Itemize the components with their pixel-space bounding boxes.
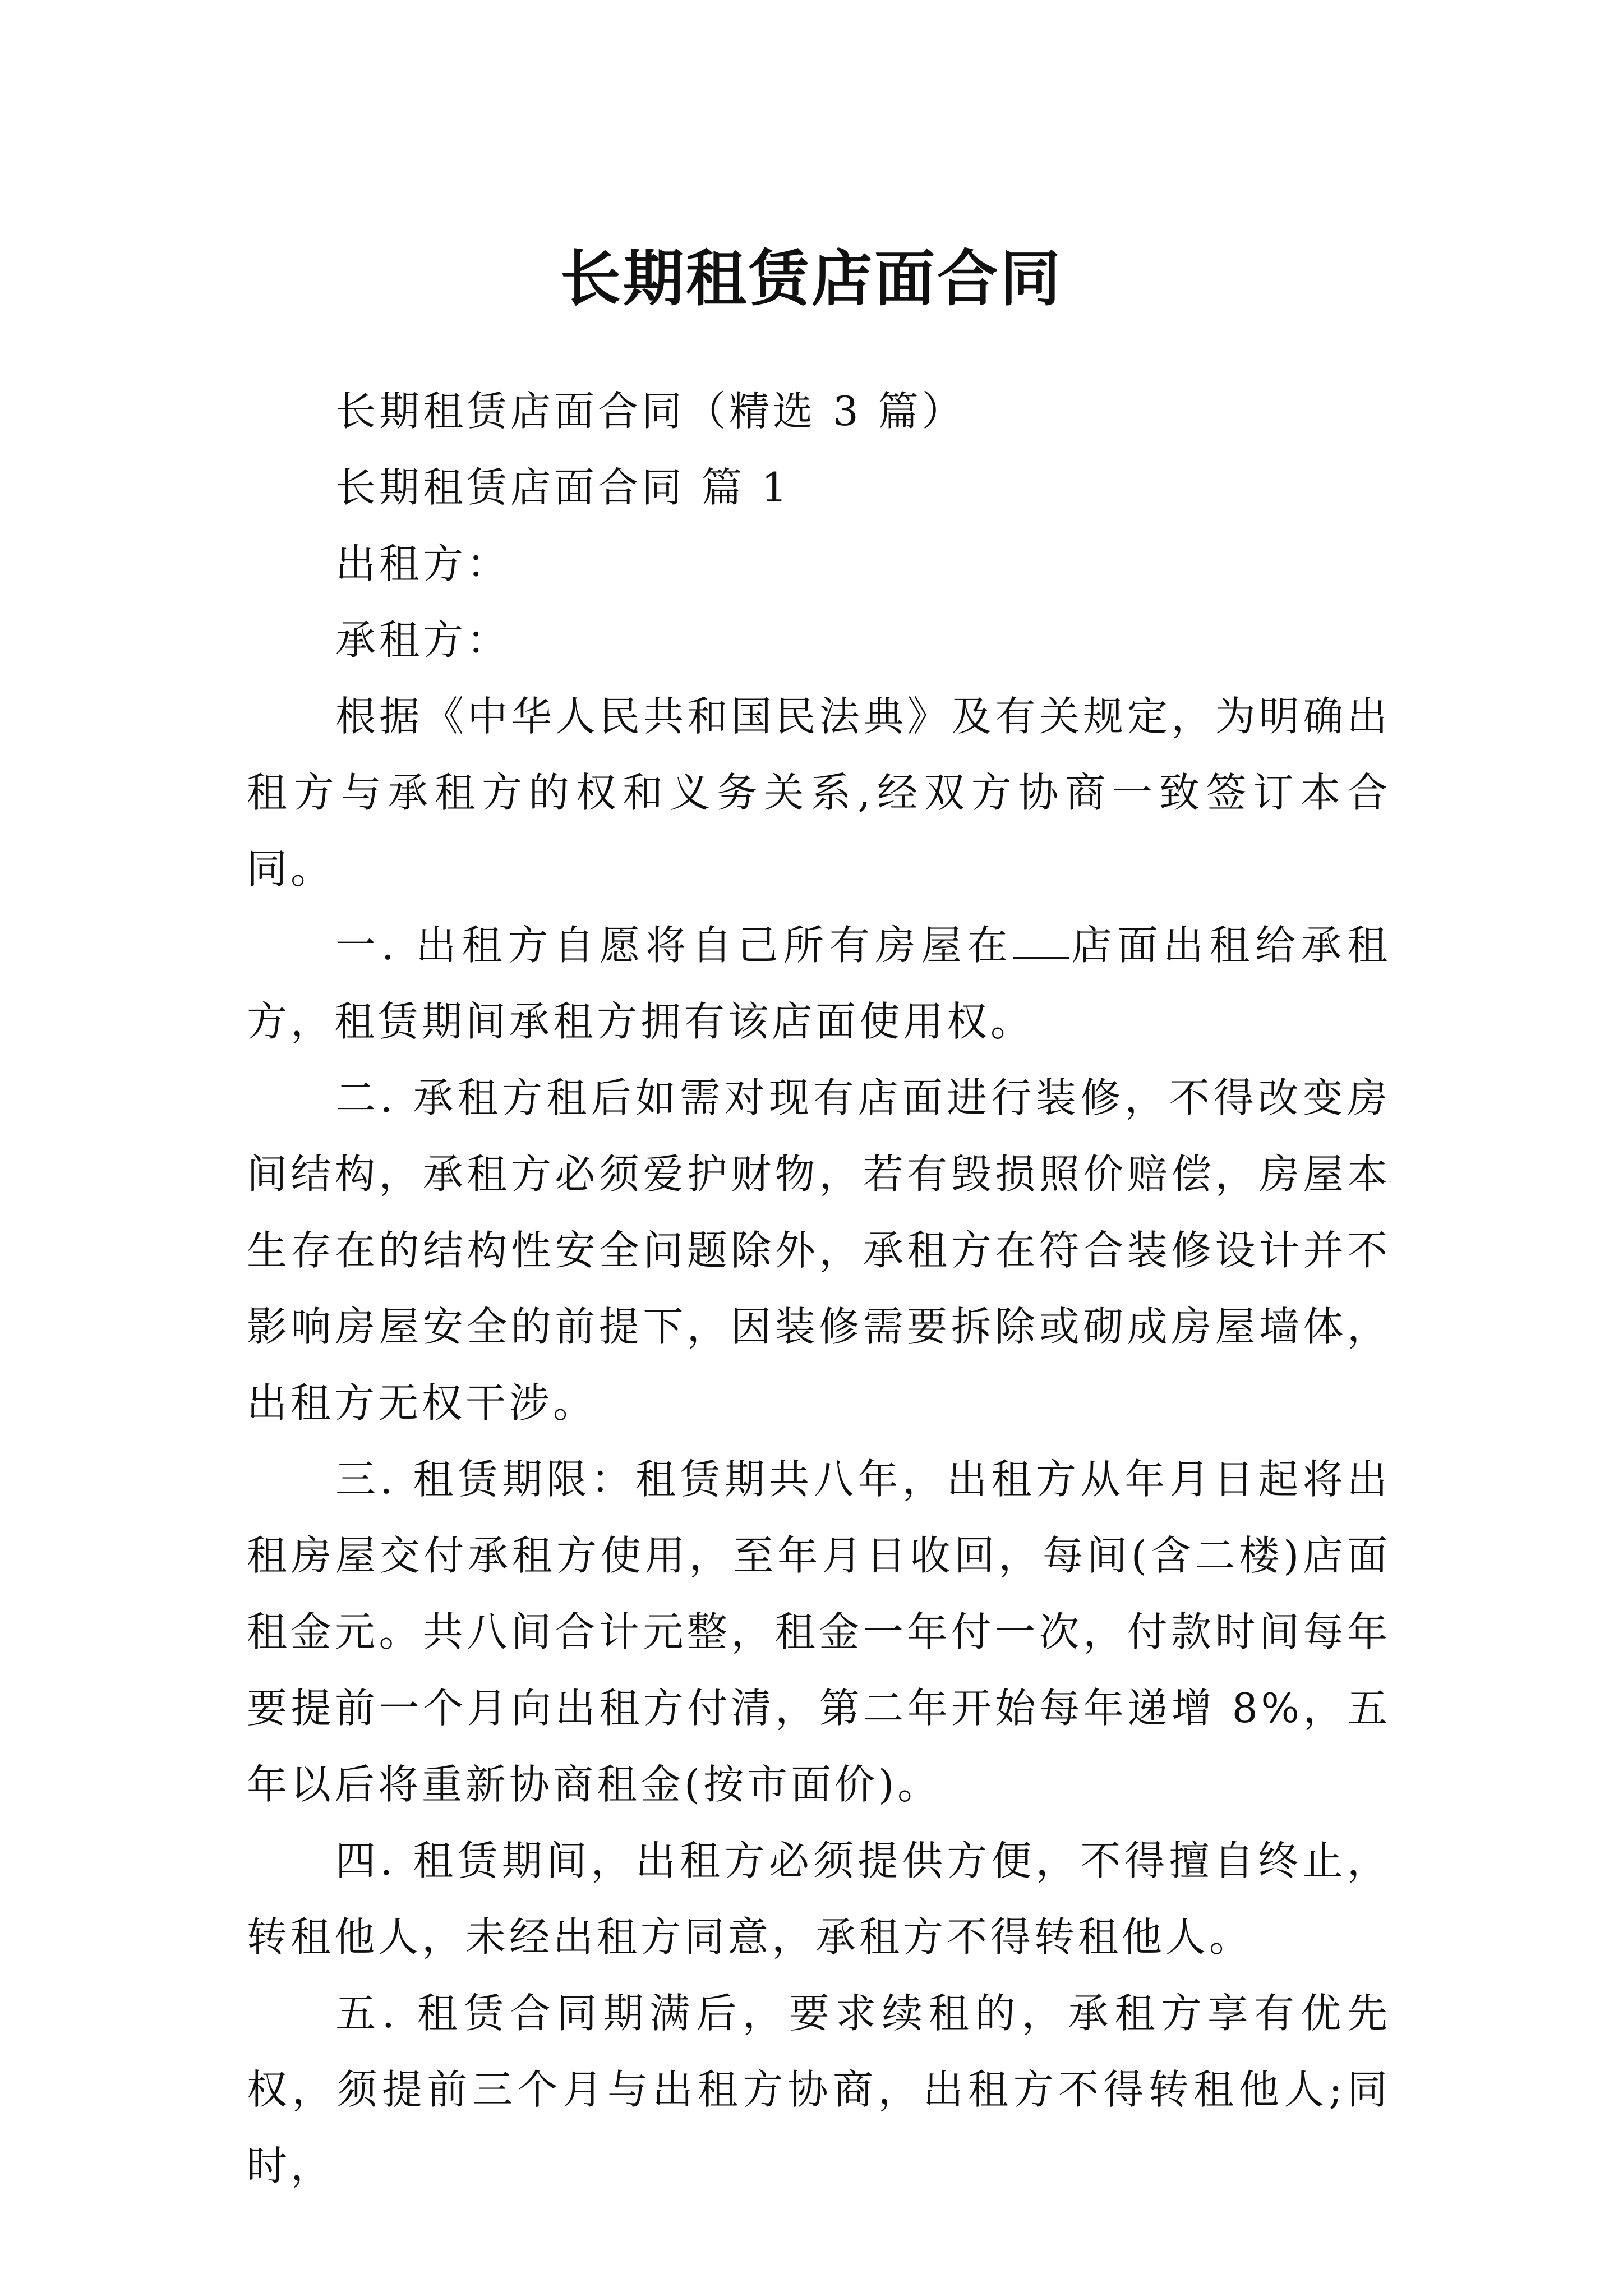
intro-paragraph: 根据《中华人民共和国民法典》及有关规定，为明确出租方与承租方的权和义务关系,经双方协商一致签订本合同。 xyxy=(247,693,1391,892)
subtitle: 长期租赁店面合同（精选 3 篇） xyxy=(335,388,966,435)
clause-4: 四. 租赁期间，出租方必须提供方便，不得擅自终止，转租他人，未经出租方同意，承租方不得转租他人。 xyxy=(247,1837,1391,1961)
clause-3: 三. 租赁期限：租赁期共八年，出租方从年月日起将出租房屋交付承租方使用，至年月日收回，每间(含二楼)店面租金元。共八间合计元整，租金一年付一次，付款时间每年要提前一个月向出租方付清，第二年开始每年递增 8%，五年以后将重新协商租金(按市面价)。 xyxy=(247,1456,1391,1808)
document-body xyxy=(247,373,1391,2204)
address-blank xyxy=(1013,921,1069,959)
clause-1-before-blank: 一. 出租方自愿将自己所有房屋在 xyxy=(335,922,1013,969)
lessee-label: 承租方： xyxy=(335,616,511,664)
section-heading: 长期租赁店面合同 篇 1 xyxy=(335,464,791,511)
clause-5: 五. 租赁合同期满后，要求续租的，承租方享有优先权，须提前三个月与出租方协商，出租方不得转租他人;同时， xyxy=(247,1990,1391,2189)
clause-1 xyxy=(247,907,1391,1060)
lessor-label: 出租方： xyxy=(335,540,511,587)
clause-2: 二. 承租方租后如需对现有店面进行装修，不得改变房间结构，承租方必须爱护财物，若有毁损照价赔偿，房屋本生存在的结构性安全问题除外，承租方在符合装修设计并不影响房屋安全的前提下，因装修需要拆除或砌成房屋墙体，出租方无权干涉。 xyxy=(247,1074,1391,1427)
clause-1-after-blank: 店面出租给承租方，租赁期间承租方拥有该店面使用权。 xyxy=(247,922,1391,1045)
document-title: 长期租赁店面合同 xyxy=(560,243,1063,315)
